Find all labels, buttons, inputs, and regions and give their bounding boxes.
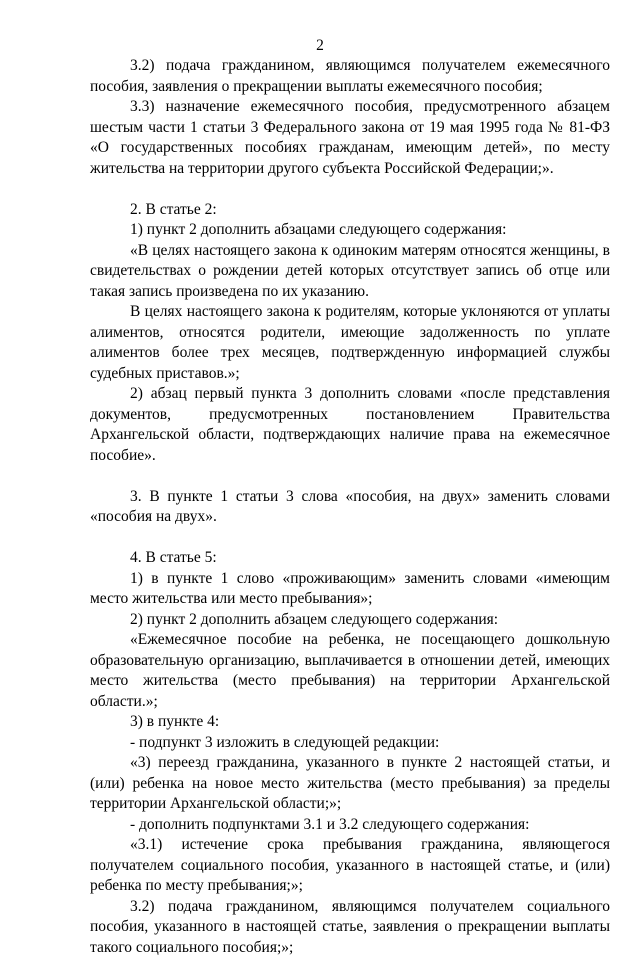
paragraph: 3.2) подача гражданином, являющимся получателем социального пособия, указанного в настоящей статье, заявления о прекращении выплаты такого социального пособия;»; [90, 897, 610, 958]
paragraph-gap [90, 179, 610, 200]
paragraph: «3.1) истечение срока пребывания гражданина, являющегося получателем социального пособия, указанного в настоящей статье, и (или) ребенка по месту пребывания;»; [90, 835, 610, 897]
paragraph: «Ежемесячное пособие на ребенка, не посещающего дошкольную образовательную организацию, выплачивается в отношении детей, имеющих место жительства (место пребывания) на территории Архангельской области.»; [90, 630, 610, 712]
paragraph: 3.2) подача гражданином, являющимся получателем ежемесячного пособия, заявления о прекращении выплаты ежемесячного пособия; [90, 56, 610, 97]
page-number: 2 [0, 36, 640, 56]
paragraph: 4. В статье 5: [90, 548, 610, 569]
document-body [90, 56, 610, 958]
paragraph: 2. В статье 2: [90, 200, 610, 221]
paragraph: В целях настоящего закона к родителям, которые уклоняются от уплаты алиментов, относятся родители, имеющие задолженность по уплате алиментов более трех месяцев, подтвержденную информацией службы судебных приставов.»; [90, 302, 610, 384]
paragraph: 3. В пункте 1 статьи 3 слова «пособия, на двух» заменить словами «пособия на двух». [90, 487, 610, 528]
paragraph: 3) в пункте 4: [90, 712, 610, 733]
paragraph: 1) в пункте 1 слово «проживающим» заменить словами «имеющим место жительства или место пребывания»; [90, 569, 610, 610]
paragraph: 3.3) назначение ежемесячного пособия, предусмотренного абзацем шестым части 1 статьи 3 Федерального закона от 19 мая 1995 года № 81-ФЗ «О государственных пособиях гражданам, имеющим детей», по месту жительства на территории другого субъекта Российской Федерации;». [90, 97, 610, 179]
paragraph-gap [90, 528, 610, 549]
paragraph: 2) абзац первый пункта 3 дополнить словами «после представления документов, предусмотренных постановлением Правительства Архангельской области, подтверждающих наличие права на ежемесячное пособие». [90, 384, 610, 466]
paragraph: «3) переезд гражданина, указанного в пункте 2 настоящей статьи, и (или) ребенка на новое место жительства (место пребывания) за пределы территории Архангельской области;»; [90, 753, 610, 815]
paragraph-gap [90, 466, 610, 487]
paragraph: «В целях настоящего закона к одиноким матерям относятся женщины, в свидетельствах о рождении детей которых отсутствует запись об отце или такая запись произведена по их указанию. [90, 241, 610, 303]
paragraph: - дополнить подпунктами 3.1 и 3.2 следующего содержания: [90, 815, 610, 836]
paragraph: - подпункт 3 изложить в следующей редакции: [90, 733, 610, 754]
paragraph: 2) пункт 2 дополнить абзацем следующего содержания: [90, 610, 610, 631]
paragraph: 1) пункт 2 дополнить абзацами следующего содержания: [90, 220, 610, 241]
